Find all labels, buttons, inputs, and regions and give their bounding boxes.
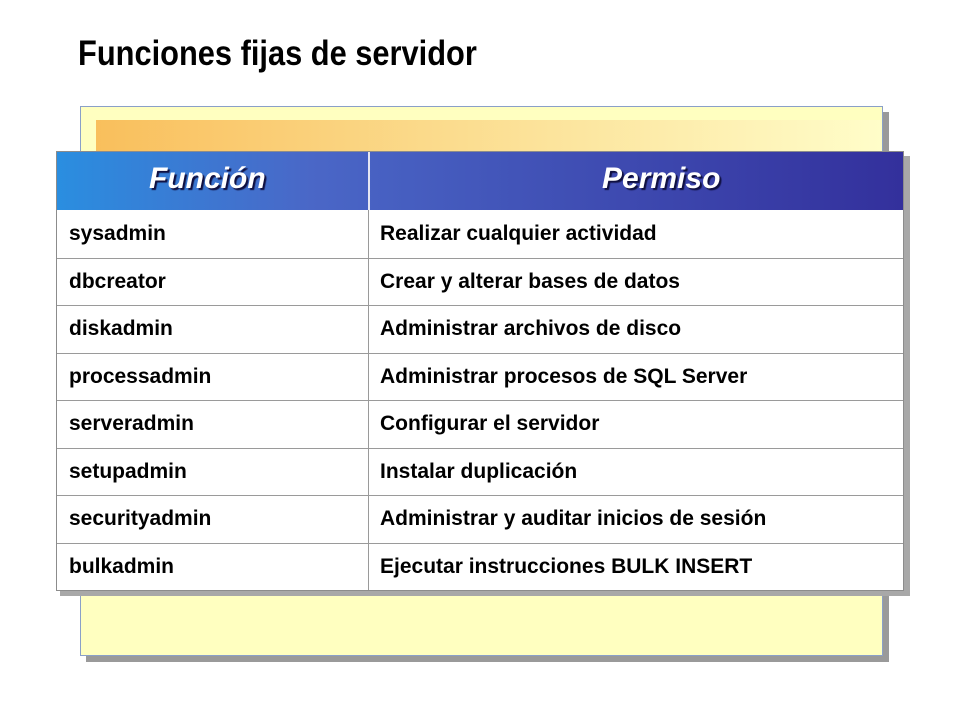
role-cell: setupadmin [57,449,369,496]
table-header [57,152,903,210]
permission-cell: Instalar duplicación [380,459,578,483]
slide-title: Funciones fijas de servidor [78,34,477,73]
table-row [57,543,903,591]
role-cell: processadmin [57,354,369,401]
permission-cell: Ejecutar instrucciones BULK INSERT [380,554,753,578]
table-row [57,448,903,496]
header-role: Función [149,162,266,195]
table-row [57,495,903,543]
header-permission: Permiso [602,162,721,195]
role-cell: serveradmin [57,401,369,448]
permission-cell: Administrar archivos de disco [380,317,682,341]
header-divider [368,152,370,210]
table-row [57,400,903,448]
table-row [57,210,903,258]
permission-cell: Configurar el servidor [380,412,600,436]
role-cell: bulkadmin [57,544,369,591]
table-row [57,258,903,306]
server-roles-table [56,151,904,591]
role-cell: dbcreator [57,259,369,306]
permission-cell: Administrar y auditar inicios de sesión [380,507,767,531]
role-cell: diskadmin [57,306,369,353]
table-body [57,210,903,590]
permission-cell: Crear y alterar bases de datos [380,269,680,293]
permission-cell: Administrar procesos de SQL Server [380,364,748,388]
table-row [57,305,903,353]
table-row [57,353,903,401]
role-cell: sysadmin [57,210,369,258]
role-cell: securityadmin [57,496,369,543]
permission-cell: Realizar cualquier actividad [380,221,657,245]
